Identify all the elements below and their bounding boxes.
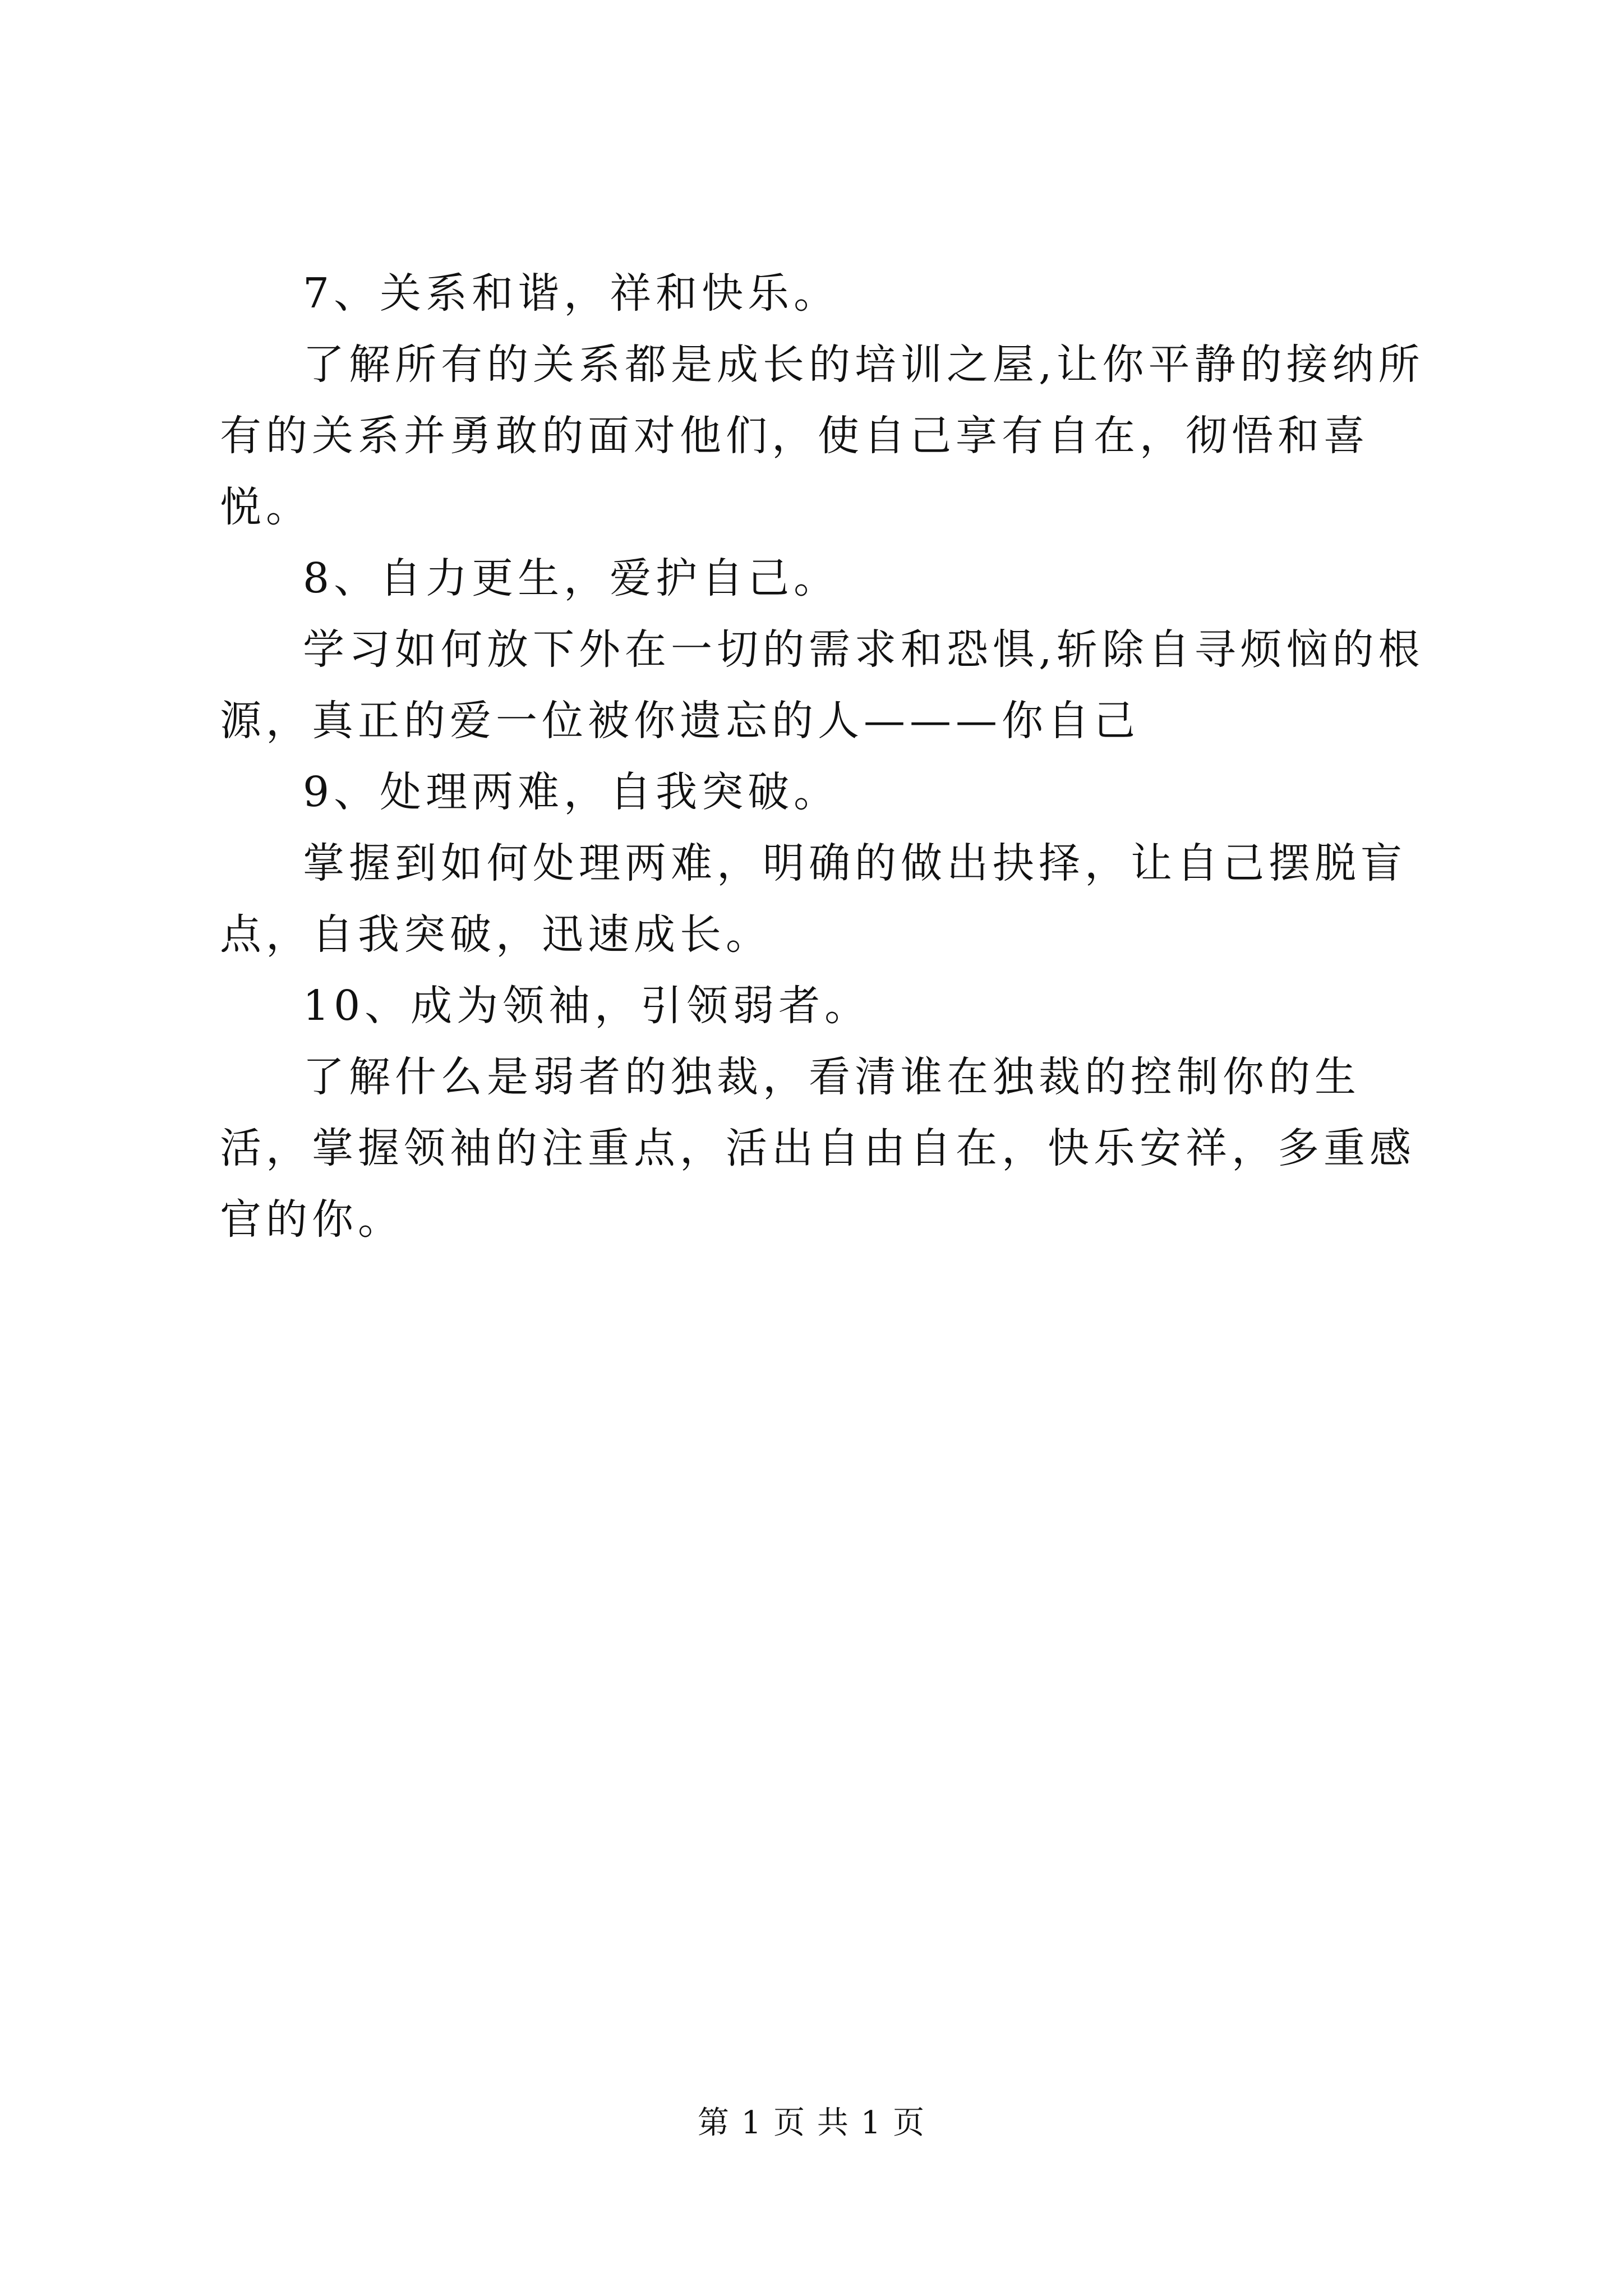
heading-item-10: 10、成为领袖，引领弱者。 [303, 982, 871, 1030]
paragraph-item-10: 了解什么是弱者的独裁，看清谁在独裁的控制你的生活，掌握领袖的注重点，活出自由自在，快乐安祥，多重感官的你。 [220, 1053, 1415, 1244]
heading-item-8: 8、自力更生，爱护自己。 [303, 554, 840, 602]
heading-item-9: 9、处理两难，自我突破。 [303, 768, 840, 816]
paragraph-item-7: 了解所有的关系都是成长的培训之屋,让你平静的接纳所有的关系并勇敢的面对他们，使自己享有自在，彻悟和喜悦。 [220, 341, 1424, 531]
page-footer: 第 1 页 共 1 页 [697, 2105, 926, 2141]
paragraph-item-8: 学习如何放下外在一切的需求和恐惧,斩除自寻烦恼的根源，真正的爱一位被你遗忘的人———你自己 [220, 625, 1424, 745]
document-body [220, 258, 1437, 1255]
heading-item-7: 7、关系和谐，祥和快乐。 [303, 269, 840, 318]
paragraph-item-9: 掌握到如何处理两难，明确的做出抉择，让自己摆脱盲点，自我突破，迅速成长。 [220, 839, 1407, 959]
